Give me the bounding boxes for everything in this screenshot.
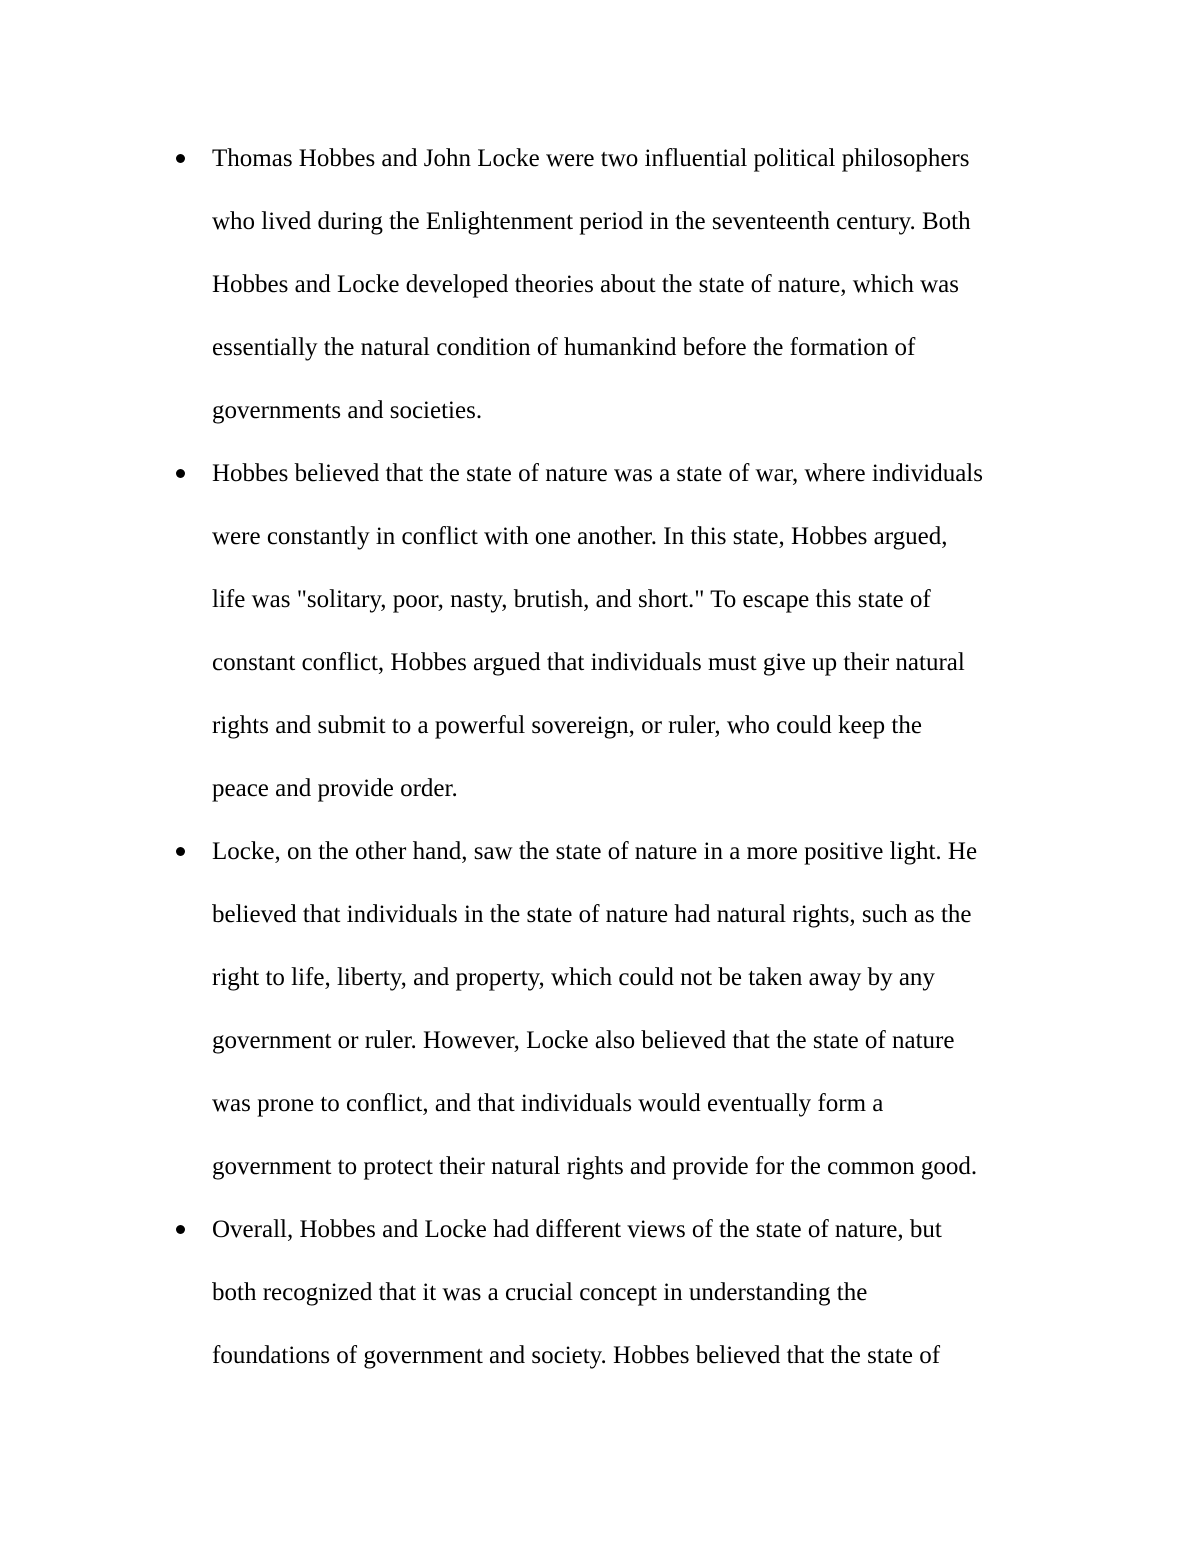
text-line: Hobbes believed that the state of nature was a state of war, where individuals — [212, 460, 983, 487]
text-line: peace and provide order. — [212, 775, 458, 802]
text-line: constant conflict, Hobbes argued that individuals must give up their natural — [212, 649, 965, 676]
text-line: believed that individuals in the state of nature had natural rights, such as the — [212, 901, 972, 928]
text-line: governments and societies. — [212, 397, 483, 424]
text-line: Hobbes and Locke developed theories about the state of nature, which was — [212, 271, 959, 298]
bullet-item — [212, 442, 1072, 820]
bullet-dot-icon — [176, 847, 185, 856]
bullet-dot-icon — [176, 1225, 185, 1234]
text-line: was prone to conflict, and that individuals would eventually form a — [212, 1090, 884, 1117]
text-line: who lived during the Enlightenment period in the seventeenth century. Both — [212, 208, 971, 235]
text-line: Locke, on the other hand, saw the state of nature in a more positive light. He — [212, 838, 978, 865]
bullet-item — [212, 127, 1072, 442]
bullet-dot-icon — [176, 469, 185, 478]
bullet-list — [212, 127, 1072, 1387]
text-line: right to life, liberty, and property, which could not be taken away by any — [212, 964, 935, 991]
text-line: both recognized that it was a crucial concept in understanding the — [212, 1279, 868, 1306]
text-line: Thomas Hobbes and John Locke were two influential political philosophers — [212, 145, 970, 172]
bullet-dot-icon — [176, 154, 185, 163]
text-line: life was "solitary, poor, nasty, brutish, and short." To escape this state of — [212, 586, 931, 613]
text-line: rights and submit to a powerful sovereign, or ruler, who could keep the — [212, 712, 922, 739]
bullet-item — [212, 1198, 1072, 1387]
text-line: essentially the natural condition of humankind before the formation of — [212, 334, 916, 361]
text-line: foundations of government and society. Hobbes believed that the state of — [212, 1342, 941, 1369]
text-line: government to protect their natural rights and provide for the common good. — [212, 1153, 978, 1180]
text-line: Overall, Hobbes and Locke had different views of the state of nature, but — [212, 1216, 942, 1243]
bullet-item — [212, 820, 1072, 1198]
text-line: were constantly in conflict with one another. In this state, Hobbes argued, — [212, 523, 948, 550]
text-line: government or ruler. However, Locke also believed that the state of nature — [212, 1027, 955, 1054]
